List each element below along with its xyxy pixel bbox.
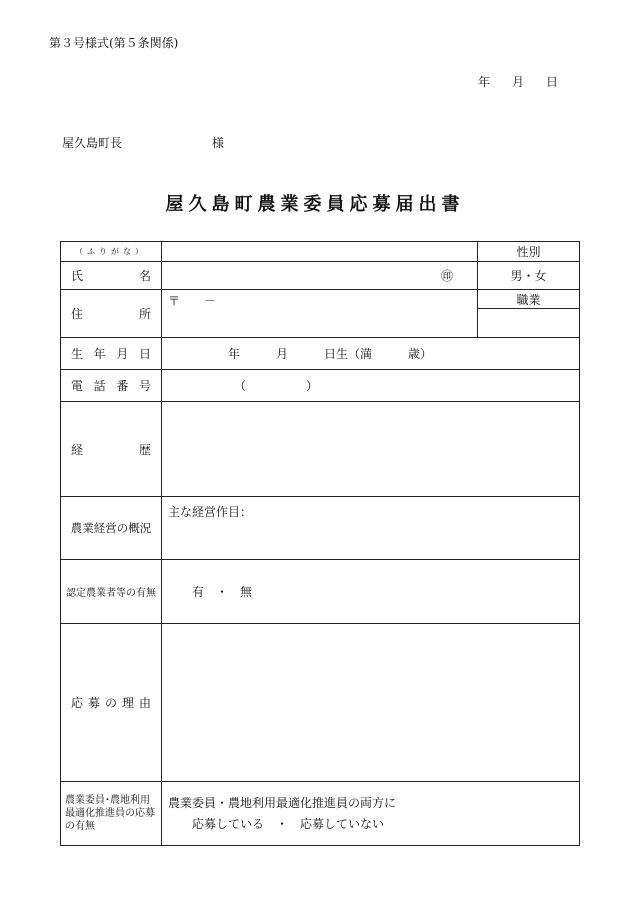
postal-mark: 〒 － bbox=[168, 294, 217, 308]
form-number: 第３号様式(第５条関係) bbox=[49, 36, 179, 50]
name-field[interactable] bbox=[162, 262, 478, 290]
reason-label: 応募の理由 bbox=[61, 624, 162, 782]
dual-line-1: 農業委員・農地利用最適化推進員の両方に bbox=[168, 795, 397, 810]
occupation-label: 職業 bbox=[478, 290, 580, 309]
birthdate-template: 年 月 日生（満 歳） bbox=[228, 347, 433, 361]
dual-application-field[interactable] bbox=[162, 782, 580, 846]
date-year: 年 bbox=[478, 75, 491, 89]
date-month: 月 bbox=[512, 75, 525, 89]
honorific: 様 bbox=[212, 136, 225, 150]
address-field[interactable] bbox=[162, 290, 478, 338]
phone-field[interactable] bbox=[162, 370, 580, 402]
career-label: 経歴 bbox=[61, 402, 162, 497]
phone-label: 電話番号 bbox=[61, 370, 162, 402]
application-form bbox=[60, 241, 580, 846]
dual-application-label: 農業委員･農地利用最適化推進員の応募の有無 bbox=[61, 782, 162, 846]
name-label: 氏名 bbox=[61, 262, 162, 290]
date-line bbox=[478, 73, 558, 90]
farming-label: 農業経営の概況 bbox=[61, 497, 162, 560]
phone-template: （ ） bbox=[234, 379, 319, 393]
seal-mark: ㊞ bbox=[440, 269, 453, 283]
birthdate-label: 生年月日 bbox=[61, 338, 162, 370]
furigana-label: （ふりがな） bbox=[61, 242, 162, 262]
furigana-field[interactable] bbox=[162, 242, 478, 262]
reason-field[interactable] bbox=[162, 624, 580, 782]
farming-prompt: 主な経営作目： bbox=[168, 505, 253, 519]
address-label: 住所 bbox=[61, 290, 162, 338]
farming-field[interactable] bbox=[162, 497, 580, 560]
page-title: 屋久島町農業委員応募届出書 bbox=[165, 194, 465, 215]
gender-label: 性別 bbox=[478, 242, 580, 262]
gender-options[interactable]: 男・女 bbox=[478, 262, 580, 290]
career-field[interactable] bbox=[162, 402, 580, 497]
birthdate-field[interactable] bbox=[162, 338, 580, 370]
certified-label: 認定農業者等の有無 bbox=[61, 560, 162, 624]
dual-line-2[interactable]: 応募している ・ 応募していない bbox=[192, 816, 385, 831]
occupation-field[interactable] bbox=[478, 309, 580, 338]
certified-options-text: 有 ・ 無 bbox=[192, 585, 253, 599]
addressee: 屋久島町長 bbox=[62, 136, 123, 150]
date-day: 日 bbox=[546, 75, 559, 89]
certified-options[interactable] bbox=[162, 560, 580, 624]
